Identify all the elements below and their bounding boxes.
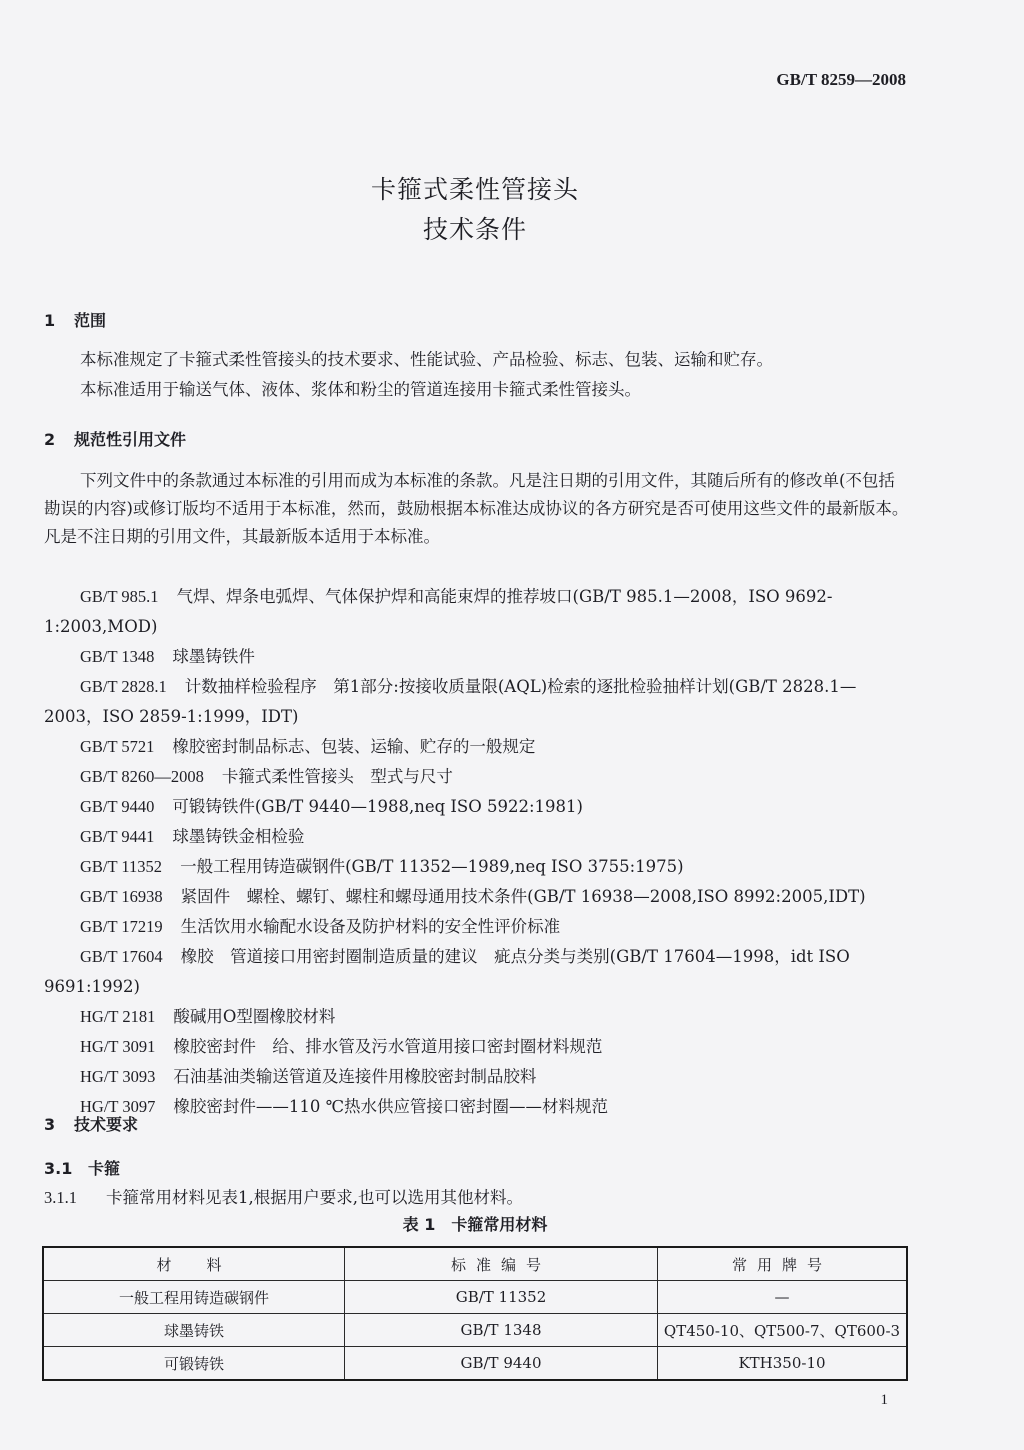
section-number: 3 — [44, 1115, 56, 1134]
reference-item — [44, 1032, 910, 1062]
table-cell: GB/T 1348 — [345, 1314, 658, 1347]
reference-code: GB/T 9441 — [80, 827, 155, 846]
reference-item — [44, 762, 910, 792]
table-caption: 表 1 卡箍常用材料 — [402, 1215, 548, 1234]
section-2-heading — [44, 427, 186, 450]
reference-item — [44, 732, 910, 762]
reference-item — [44, 822, 910, 852]
table-header-row — [43, 1247, 907, 1281]
subsection-3-1-heading — [44, 1156, 120, 1179]
reference-code: HG/T 2181 — [80, 1007, 156, 1026]
reference-code: GB/T 17604 — [80, 947, 163, 966]
reference-item — [44, 1002, 910, 1032]
reference-title: 生活饮用水输配水设备及防护材料的安全性评价标准 — [180, 917, 561, 936]
section-number: 2 — [44, 430, 56, 449]
section-title: 规范性引用文件 — [74, 430, 187, 449]
reference-item — [44, 1062, 910, 1092]
reference-item — [44, 642, 910, 672]
table-cell: GB/T 11352 — [345, 1281, 658, 1314]
standard-code: GB/T 8259—2008 — [776, 70, 906, 89]
table-cell: 球墨铸铁 — [43, 1314, 345, 1347]
section-title: 技术要求 — [74, 1115, 139, 1134]
reference-item — [44, 1092, 910, 1122]
table-cell: QT450-10、QT500-7、QT600-3 — [658, 1314, 908, 1347]
reference-item — [44, 852, 910, 882]
clause-number: 3.1.1 — [44, 1188, 77, 1207]
reference-code: HG/T 3091 — [80, 1037, 156, 1056]
subsection-title: 卡箍 — [88, 1159, 121, 1178]
table-row — [43, 1314, 907, 1347]
reference-title: 橡胶密封制品标志、包装、运输、贮存的一般规定 — [172, 737, 536, 756]
reference-code: GB/T 8260—2008 — [80, 767, 204, 786]
reference-title: 橡胶 管道接口用密封圈制造质量的建议 疵点分类与类别(GB/T 17604—1998，idt ISO 9691:1992) — [44, 947, 850, 996]
reference-title: 石油基油类输送管道及连接件用橡胶密封制品胶料 — [173, 1067, 537, 1086]
reference-list — [44, 582, 910, 1122]
column-header-material: 材 料 — [43, 1247, 345, 1281]
document-subtitle: 技术条件 — [422, 215, 527, 244]
column-header-standard: 标准编号 — [345, 1247, 658, 1281]
section-title: 范围 — [74, 311, 107, 330]
reference-code: GB/T 5721 — [80, 737, 155, 756]
section-1-heading — [44, 308, 106, 331]
section-number: 1 — [44, 311, 56, 330]
document-title: 卡箍式柔性管接头 — [370, 175, 579, 204]
reference-title: 球墨铸铁金相检验 — [172, 827, 305, 846]
reference-title: 橡胶密封件 给、排水管及污水管道用接口密封圈材料规范 — [173, 1037, 603, 1056]
reference-code: HG/T 3093 — [80, 1067, 156, 1086]
reference-title: 可锻铸铁件(GB/T 9440—1988,neq ISO 5922:1981) — [172, 797, 583, 816]
table-row — [43, 1347, 907, 1381]
scope-paragraph-1: 本标准规定了卡箍式柔性管接头的技术要求、性能试验、产品检验、标志、包装、运输和贮存。 — [80, 350, 773, 369]
reference-code: GB/T 1348 — [80, 647, 155, 666]
reference-code: HG/T 3097 — [80, 1097, 156, 1116]
reference-title: 紧固件 螺栓、螺钉、螺柱和螺母通用技术条件(GB/T 16938—2008,ISO 8992:2005,IDT) — [180, 887, 866, 906]
reference-title: 气焊、焊条电弧焊、气体保护焊和高能束焊的推荐坡口(GB/T 985.1—2008，ISO 9692-1:2003,MOD) — [44, 587, 833, 636]
reference-item — [44, 912, 910, 942]
reference-title: 酸碱用O型圈橡胶材料 — [173, 1007, 336, 1026]
reference-item — [44, 672, 910, 732]
reference-code: GB/T 9440 — [80, 797, 155, 816]
reference-title: 一般工程用铸造碳钢件(GB/T 11352—1989,neq ISO 3755:1975) — [180, 857, 684, 876]
table-cell: 一般工程用铸造碳钢件 — [43, 1281, 345, 1314]
table-cell: — — [658, 1281, 908, 1314]
scope-paragraph-2: 本标准适用于输送气体、液体、浆体和粉尘的管道连接用卡箍式柔性管接头。 — [80, 380, 641, 399]
table-cell: GB/T 9440 — [345, 1347, 658, 1381]
clause-3-1-1 — [44, 1184, 910, 1212]
table-cell: 可锻铸铁 — [43, 1347, 345, 1381]
reference-title: 橡胶密封件——110 ℃热水供应管接口密封圈——材料规范 — [173, 1097, 609, 1116]
table-cell: KTH350-10 — [658, 1347, 908, 1381]
section-3-heading — [44, 1112, 138, 1135]
reference-title: 卡箍式柔性管接头 型式与尺寸 — [221, 767, 453, 786]
subsection-number: 3.1 — [44, 1159, 73, 1178]
reference-title: 球墨铸铁件 — [172, 647, 255, 666]
table-row — [43, 1281, 907, 1314]
reference-code: GB/T 985.1 — [80, 587, 159, 606]
reference-code: GB/T 2828.1 — [80, 677, 167, 696]
references-intro: 下列文件中的条款通过本标准的引用而成为本标准的条款。凡是注日期的引用文件，其随后所有的修改单(不包括勘误的内容)或修订版均不适用于本标准，然而，鼓励根据本标准达成协议的各方研究是否可使用这些文件的最新版本。凡是不注日期的引用文件，其最新版本适用于本标准。 — [44, 471, 909, 546]
reference-item — [44, 882, 910, 912]
clause-text: 卡箍常用材料见表1,根据用户要求,也可以选用其他材料。 — [106, 1188, 523, 1207]
reference-code: GB/T 16938 — [80, 887, 163, 906]
column-header-grade: 常用牌号 — [658, 1247, 908, 1281]
materials-table — [42, 1246, 908, 1381]
page-number: 1 — [880, 1392, 888, 1408]
reference-code: GB/T 11352 — [80, 857, 163, 876]
reference-item — [44, 792, 910, 822]
reference-title: 计数抽样检验程序 第1部分:按接收质量限(AQL)检索的逐批检验抽样计划(GB/T 2828.1—2003，ISO 2859-1:1999，IDT) — [44, 677, 857, 726]
reference-code: GB/T 17219 — [80, 917, 163, 936]
reference-item — [44, 942, 910, 1002]
reference-item — [44, 582, 910, 642]
